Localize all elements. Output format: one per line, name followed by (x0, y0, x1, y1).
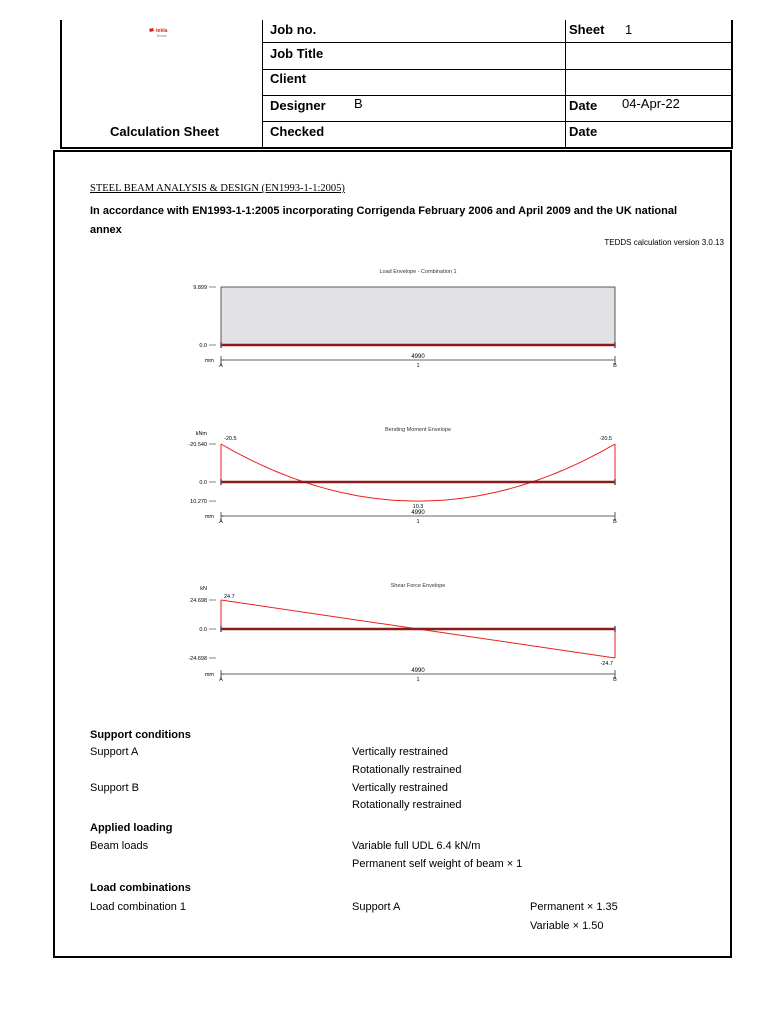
x-unit-label: mm (204, 514, 214, 520)
value-label-left: 24.7 (224, 594, 235, 600)
date-label: Date (569, 98, 598, 113)
load-combination-factor-1: Permanent × 1.35 (530, 901, 618, 913)
load-combination-factor-2: Variable × 1.50 (530, 920, 604, 932)
y-unit-label: kN (200, 586, 207, 592)
y-min-label: -24.698 (188, 656, 207, 662)
job-no-label: Job no. (270, 22, 317, 37)
beam-loads-label: Beam loads (90, 840, 149, 852)
span-length-label: 4990 (411, 354, 425, 360)
span-length-label: 4990 (411, 668, 425, 674)
version-text: TEDDS calculation version 3.0.13 (604, 238, 724, 247)
support-b-marker: B (613, 677, 617, 683)
calc-sheet-label: Calculation Sheet (110, 124, 220, 139)
load-combination-label: Load combination 1 (90, 901, 187, 913)
span-number-label: 1 (416, 519, 420, 525)
sheet-label: Sheet (569, 22, 605, 37)
chart-title: Shear Force Envelope (390, 583, 446, 589)
support-a-marker: A (219, 677, 223, 683)
y-zero-label: 0.0 (199, 480, 207, 486)
checked-label: Checked (270, 124, 325, 139)
bending-moment-chart (0, 420, 768, 530)
y-max-label: -20.540 (188, 442, 207, 448)
logo-subtext: Tedds (156, 33, 167, 38)
span-length-label: 4990 (411, 510, 425, 516)
calc-title: STEEL BEAM ANALYSIS & DESIGN (EN1993-1-1:2005) (90, 183, 345, 194)
job-title-label: Job Title (270, 46, 324, 61)
value-label-right: -20.5 (599, 436, 612, 442)
y-max-label: 24.698 (190, 598, 207, 604)
date2-label: Date (569, 124, 598, 139)
y-max-label: 9.899 (193, 285, 207, 291)
logo-text: tekla (156, 28, 168, 34)
support-b-value-1: Vertically restrained (352, 782, 448, 794)
x-unit-label: mm (204, 672, 214, 678)
chart-title: Bending Moment Envelope (384, 427, 452, 433)
support-b-marker: B (613, 519, 617, 525)
y-unit-label: kNm (195, 431, 207, 437)
load-combination-support: Support A (352, 901, 401, 913)
designer-value: B (354, 96, 363, 111)
beam-loads-value-2: Permanent self weight of beam × 1 (352, 858, 523, 870)
applied-loading-heading: Applied loading (90, 822, 173, 834)
intro-line-2: annex (90, 224, 122, 236)
date-value: 04-Apr-22 (622, 96, 680, 111)
client-label: Client (270, 71, 307, 86)
shear-force-chart (0, 578, 768, 688)
intro-line-1: In accordance with EN1993-1-1:2005 incorporating Corrigenda February 2006 and April 2009 and the UK national (90, 205, 678, 217)
chart-title: Load Envelope - Combination 1 (379, 269, 457, 275)
support-b-label: Support B (90, 782, 139, 794)
support-b-marker: B (613, 363, 617, 369)
value-label-left: -20.5 (224, 436, 237, 442)
designer-label: Designer (270, 98, 326, 113)
load-combinations-heading: Load combinations (90, 882, 191, 894)
support-a-label: Support A (90, 746, 139, 758)
value-label-right: -24.7 (600, 661, 613, 667)
span-number-label: 1 (416, 363, 420, 369)
span-number-label: 1 (416, 677, 420, 683)
value-label-mid: 10.3 (412, 504, 424, 511)
load-envelope-chart (0, 260, 768, 375)
tekla-logo (146, 26, 186, 40)
moment-curve (221, 444, 615, 501)
y-zero-label: 0.0 (199, 627, 207, 633)
support-conditions-heading: Support conditions (90, 729, 191, 741)
support-a-marker: A (219, 363, 223, 369)
support-b-value-2: Rotationally restrained (352, 799, 462, 811)
sheet-value: 1 (625, 22, 633, 37)
x-unit-label: mm (204, 358, 214, 364)
support-a-value-1: Vertically restrained (352, 746, 448, 758)
y-zero-label: 0.0 (199, 343, 207, 349)
y-min-label: 10.270 (190, 499, 207, 506)
load-area (221, 287, 615, 345)
support-a-marker: A (219, 519, 223, 525)
beam-loads-value-1: Variable full UDL 6.4 kN/m (352, 840, 481, 852)
support-a-value-2: Rotationally restrained (352, 764, 462, 776)
